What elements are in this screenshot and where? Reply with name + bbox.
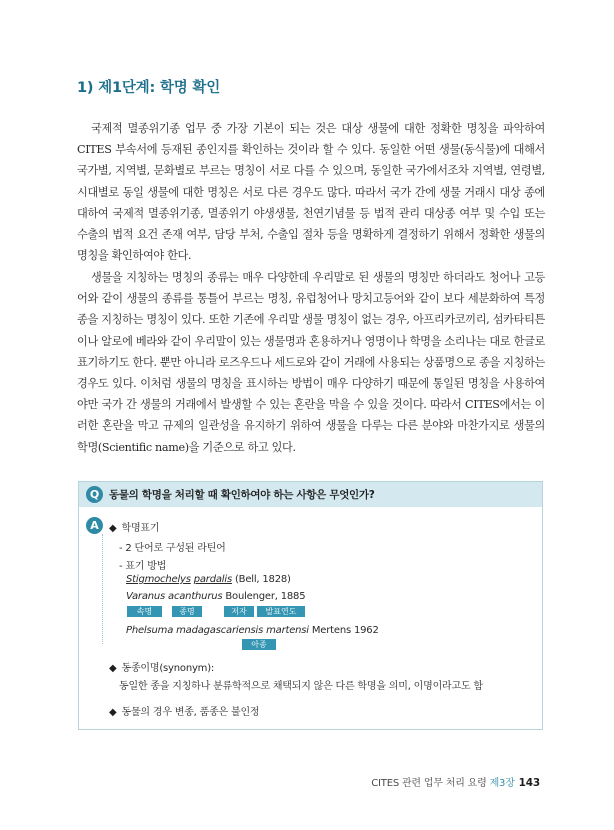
paragraph-2-text: 생물을 지칭하는 명칭의 종류는 매우 다양한데 우리말로 된 생물의 명칭만 하더라도 청어나 고등어와 같이 생물의 종류를 통틀어 부르는 명칭, 유럽청어나 망치고등어와 같이 보다 세분화하여 특정 종을 지칭하는 명칭이 있다. 또한 기존에 우리말 생물 명칭이 없는 경우, 아프리카코끼리, 섬카타티튼이나 알로에 베라와 같이 우리말이 있는 생물명과 혼용하거나 영명이나 학명을 소리나는 대로 한글로 표기하기도 한다. 뿐만 아니라 로즈우드나 세드로와 같이 거래에 사용되는 상품명으로 종을 지칭하는 경우도 있다. 이처럼 생물의 명칭을 표시하는 방법이 매우 다양하기 때문에 통일된 명칭을 사용하여야만 국가 간 생물의 거래에서 발생할 수 있는 혼란을 막을 수 있을 것이다. 따라서 CITES에서는 이러한 혼란을 막고 규제의 일관성을 유지하기 위하여 생물을 다루는 다른 분야와 마찬가지로 생물의 학명(Scientific name)을 기준으로 하고 있다. xyxy=(77,271,545,454)
answer-icon: A xyxy=(86,517,103,534)
diamond-bullet-icon: ◆ xyxy=(109,663,117,674)
paragraph-1 xyxy=(77,118,545,266)
example-3-name: Phelsuma madagascariensis martensi xyxy=(126,625,309,636)
tag-year: 발표연도 xyxy=(257,606,305,617)
example-2-author: Boulenger, 1885 xyxy=(225,591,306,602)
item-label: 동물의 경우 변종, 품종은 불인정 xyxy=(121,707,260,718)
example-3-author: Mertens 1962 xyxy=(311,625,379,636)
answer-divider xyxy=(102,534,103,644)
example-1 xyxy=(126,574,291,585)
item-label: 학명표기 xyxy=(121,523,160,534)
tag-genus: 속명 xyxy=(127,606,162,617)
answer-item-scientific-name xyxy=(109,519,159,534)
item-label: 동종이명(synonym): xyxy=(121,663,215,674)
section-heading: 1) 제1단계: 학명 확인 xyxy=(77,80,220,96)
question-text: 동물의 학명을 처리할 때 확인하여야 하는 사항은 무엇인가? xyxy=(109,489,375,501)
example-1-genus: Stigmochelys xyxy=(126,574,191,585)
example-2 xyxy=(126,591,305,602)
footer-title: CITES 관련 업무 처리 요령 xyxy=(371,778,487,789)
tag-species: 종명 xyxy=(172,606,202,617)
footer-chapter: 제3장 xyxy=(489,778,515,789)
tag-author: 저자 xyxy=(224,606,254,617)
example-3 xyxy=(126,625,379,636)
tag-subspecies: 아종 xyxy=(242,639,276,650)
page-footer xyxy=(371,774,540,789)
sub-item-latin: - 2 단어로 구성된 라틴어 xyxy=(119,543,226,554)
answer-item-variety xyxy=(109,703,259,718)
page-number: 143 xyxy=(518,777,540,789)
example-1-species: pardalis xyxy=(193,574,232,585)
question-bar xyxy=(79,482,542,507)
sub-item-method: - 표기 방법 xyxy=(119,561,167,572)
synonym-description: 동일한 종을 지칭하나 분류학적으로 채택되지 않은 다른 학명을 의미, 이명이라고도 함 xyxy=(119,681,483,692)
example-1-author: (Bell, 1828) xyxy=(234,574,291,585)
example-2-name: Varanus acanthurus xyxy=(126,591,223,602)
paragraph-2 xyxy=(77,267,545,458)
diamond-bullet-icon: ◆ xyxy=(109,707,117,718)
paragraph-1-text: 국제적 멸종위기종 업무 중 가장 기본이 되는 것은 대상 생물에 대한 정확한 명칭을 파악하여 CITES 부속서에 등재된 종인지를 확인하는 것이라 할 수 있다. 동일한 어떤 생물(동식물)에 대해서 국가별, 지역별, 문화별로 부르는 명칭이 서로 다를 수 있으며, 동일한 국가에서조차 지역별, 연령별, 시대별로 동일 생물에 대한 명칭은 서로 다른 경우도 많다. 따라서 국가 간에 생물 거래시 대상 종에 대하여 국제적 멸종위기종, 멸종위기 야생생물, 천연기념물 등 법적 관리 대상종 여부 및 수입 또는 수출의 법적 요건 존재 여부, 담당 부처, 수출입 절차 등을 명확하게 결정하기 위해서 정확한 생물의 명칭을 확인하여야 한다. xyxy=(77,122,545,263)
answer-item-synonym xyxy=(109,659,214,674)
question-icon: Q xyxy=(86,486,103,503)
diamond-bullet-icon: ◆ xyxy=(109,523,117,534)
qa-box xyxy=(78,481,543,730)
